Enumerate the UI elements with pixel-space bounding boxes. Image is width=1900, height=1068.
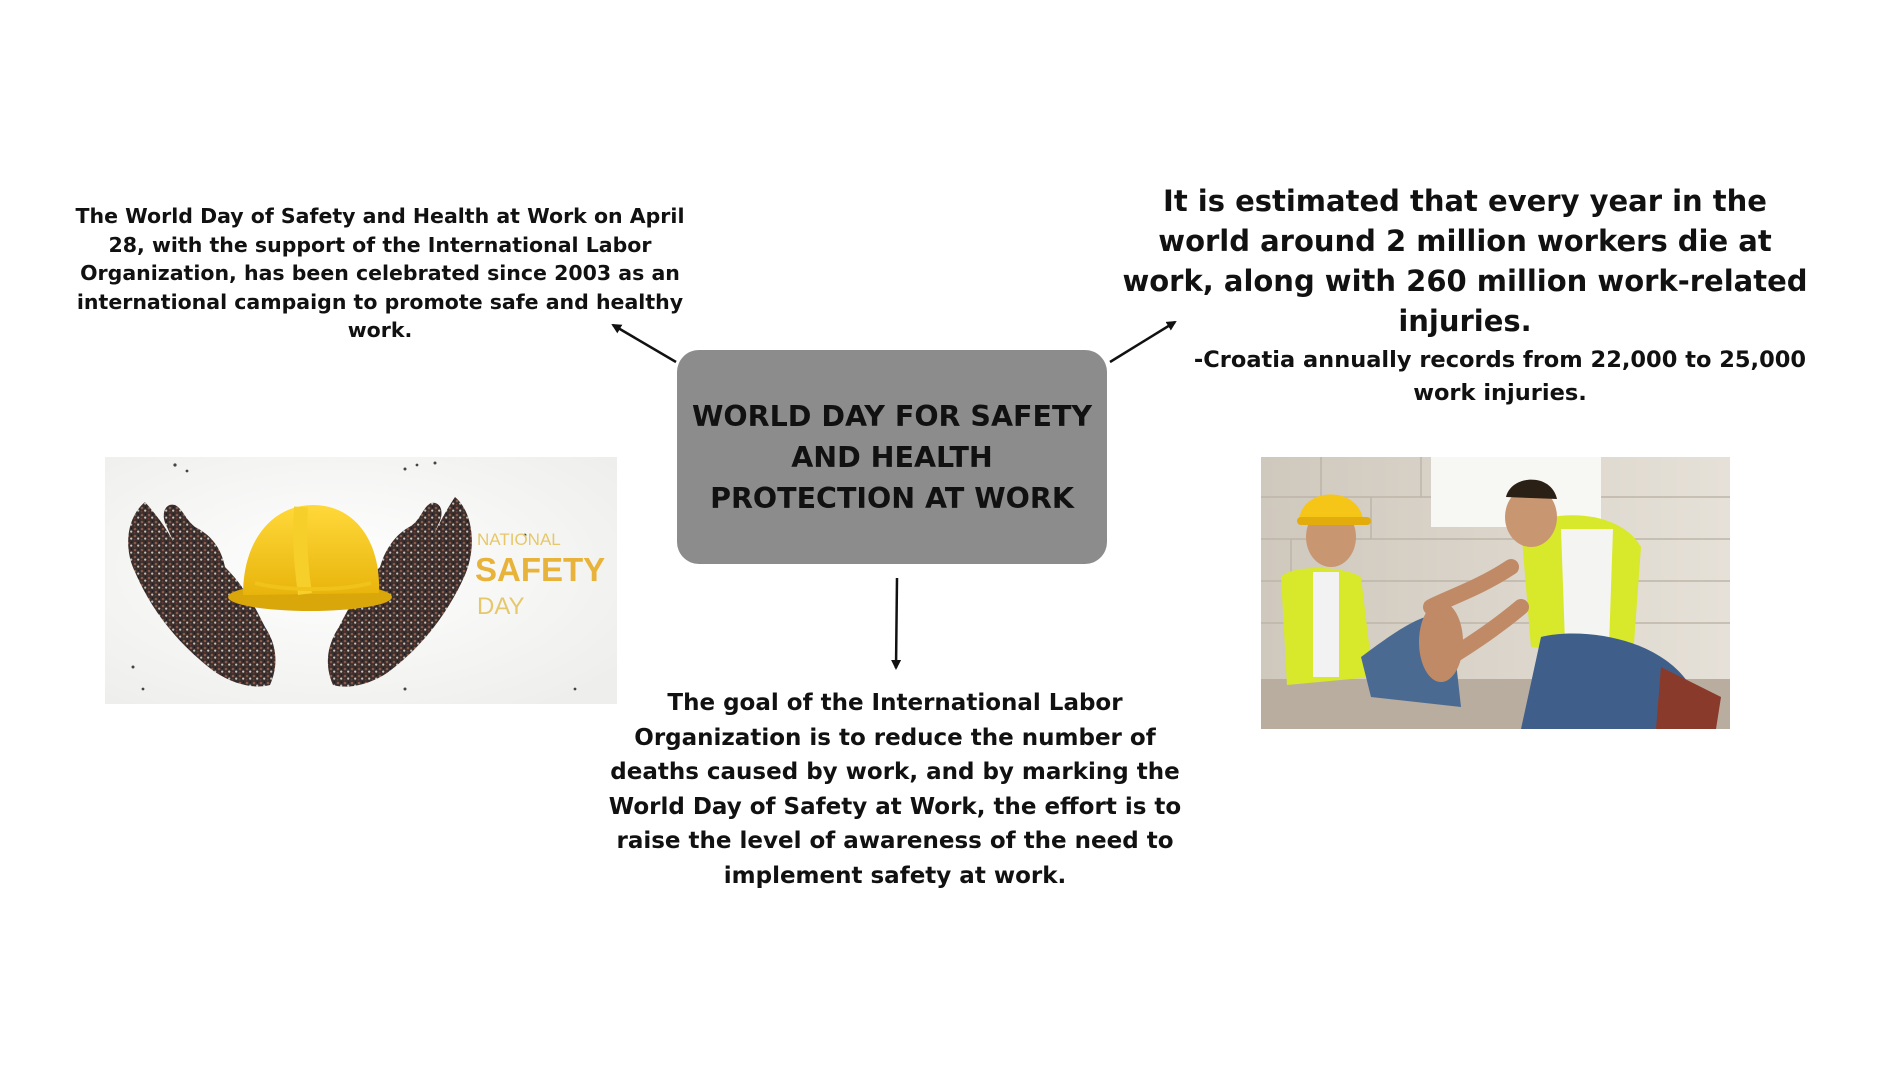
statistics-text: It is estimated that every year in the world around 2 million workers die at work, along with 260 million work-related injuries.: [1122, 184, 1808, 338]
national-label: NATIONAL: [477, 530, 561, 549]
goal-text: The goal of the International Labor Organization is to reduce the number of deaths caused by work, and by marking the World Day of Safety at Work, the effort is to raise the level of awareness of the need to implement safety at work.: [608, 690, 1182, 889]
safety-label: SAFETY: [475, 551, 606, 588]
arrow-to-intro: [613, 325, 676, 362]
croatia-text: -Croatia annually records from 22,000 to 25,000 work injuries.: [1193, 347, 1807, 406]
injured-worker-photo: [1261, 457, 1730, 729]
national-safety-day-image: [105, 457, 617, 704]
arrow-to-statistics: [1110, 322, 1175, 362]
central-topic-title: WORLD DAY FOR SAFETY AND HEALTH PROTECTION AT WORK: [691, 399, 1093, 515]
day-label: DAY: [477, 593, 525, 620]
intro-text: The World Day of Safety and Health at Work on April 28, with the support of the International Labor Organization, has been celebrated since 2003 as an international campaign to promote safe and healthy work.: [75, 204, 685, 342]
arrow-to-goal: [896, 578, 897, 668]
